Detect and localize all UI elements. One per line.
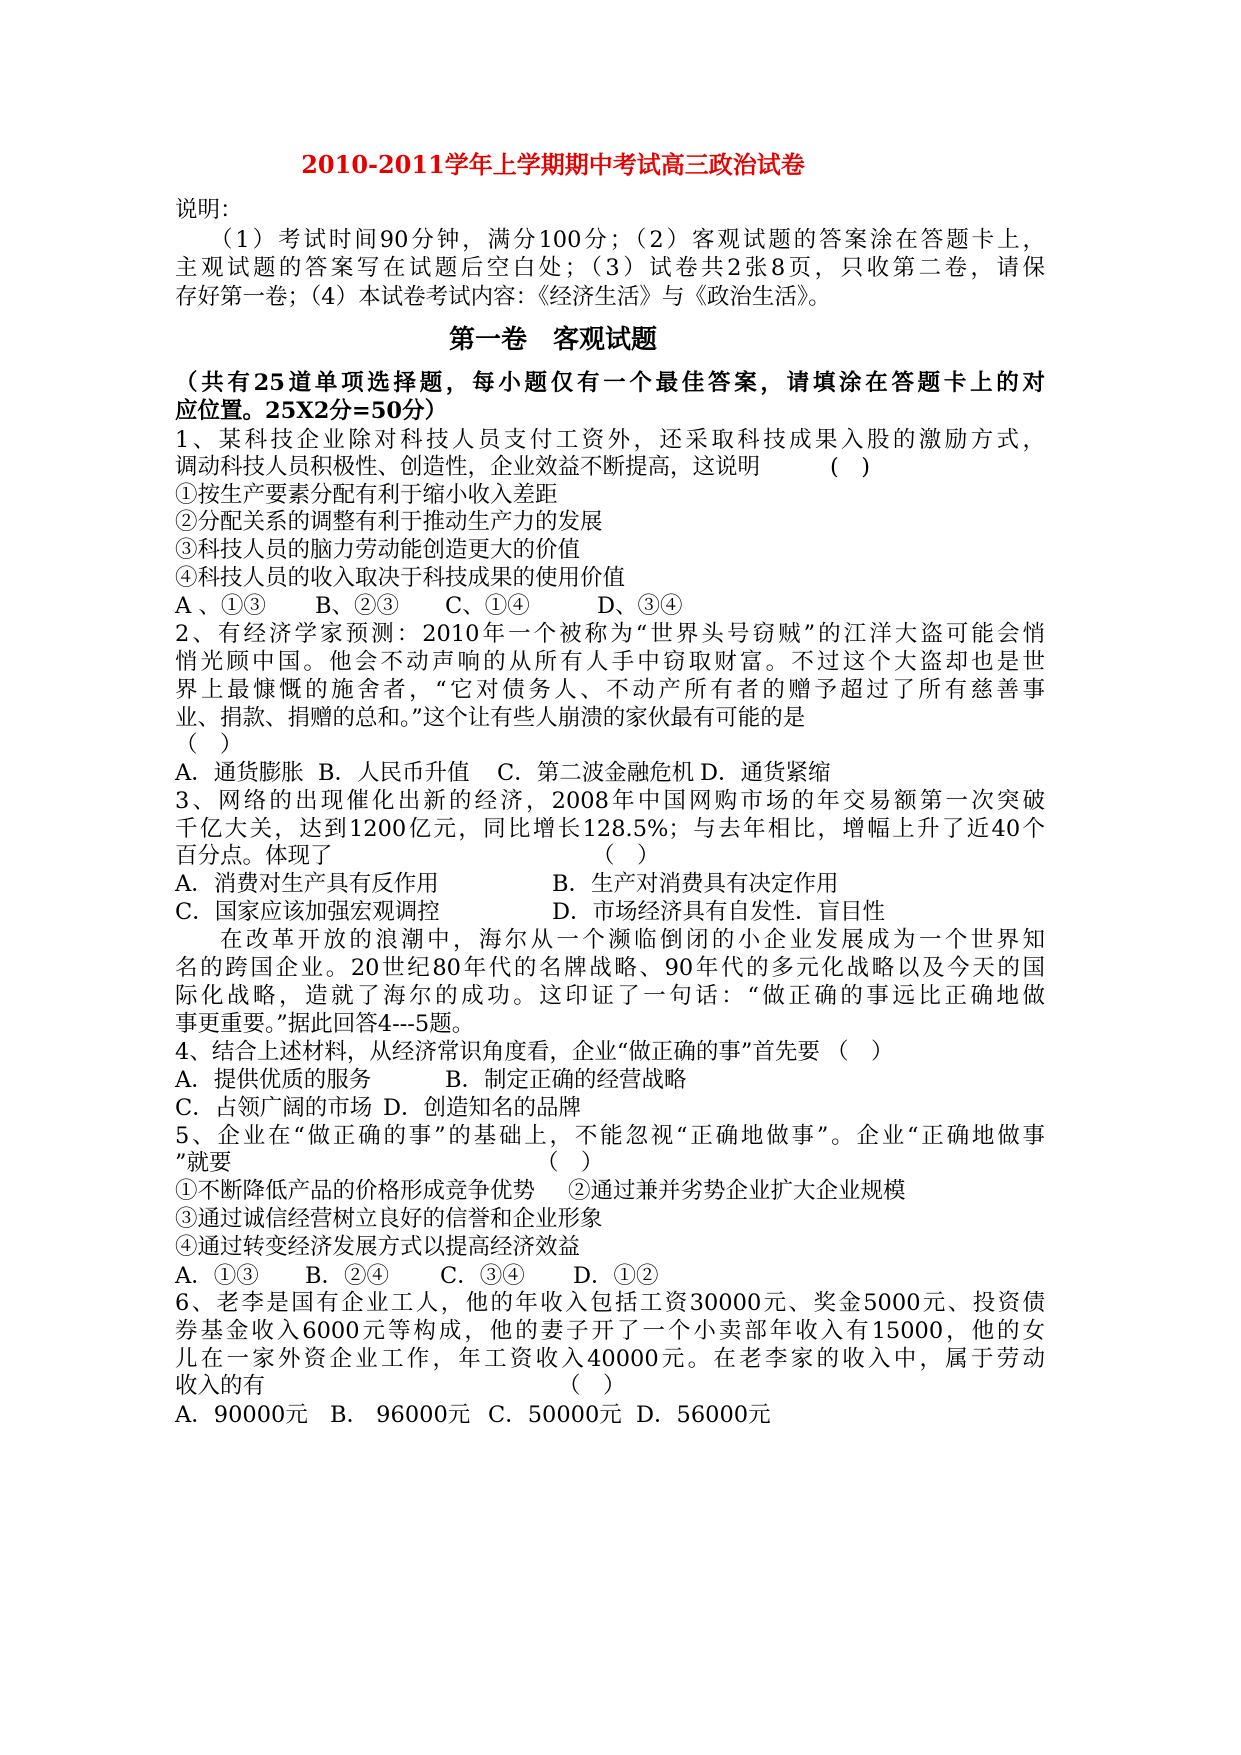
question-6-stem-line: 券基金收入6000元等构成，他的妻子开了一个小卖部年收入有15000，他的女	[175, 1318, 1045, 1344]
question-2-answer-bracket: （ ）	[175, 732, 243, 758]
question-1-option-b: B、②③	[315, 593, 400, 619]
passage-line: 名的跨国企业。20世纪80年代的名牌战略、90年代的多元化战略以及今天的国	[175, 955, 1045, 981]
question-6-stem-line: 收入的有	[175, 1373, 266, 1399]
instructions-line: 存好第一卷；（4）本试卷考试内容：《经济生活》与《政治生活》。	[175, 284, 831, 310]
question-2-option-b: B．人民币升值	[318, 760, 470, 786]
question-1-answer-bracket: ( )	[830, 454, 871, 480]
question-1-option-d: D、③④	[597, 593, 683, 619]
question-5-statement: ②通过兼并劣势企业扩大企业规模	[568, 1178, 906, 1204]
instructions-line: （1）考试时间90分钟，满分100分；（2）客观试题的答案涂在答题卡上，	[210, 227, 1045, 253]
passage-line: 际化战略，造就了海尔的成功。这印证了一句话：“做正确的事远比正确地做	[175, 983, 1045, 1009]
question-5-statement: ④通过转变经济发展方式以提高经济效益	[175, 1234, 581, 1260]
question-1-statement: ①按生产要素分配有利于缩小收入差距	[175, 482, 558, 508]
question-6-option-a: A．90000元	[175, 1402, 308, 1428]
question-3-option-a: A．消费对生产具有反作用	[175, 871, 439, 897]
question-5-option-d: D．①②	[573, 1263, 659, 1289]
question-5-stem-line: ”就要	[175, 1150, 232, 1176]
question-4-option-d: D．创造知名的品牌	[383, 1095, 582, 1121]
question-5-answer-bracket: （ ）	[536, 1150, 604, 1176]
instructions-label: 说明：	[175, 197, 243, 223]
question-5-statement: ①不断降低产品的价格形成竞争优势	[175, 1178, 536, 1204]
question-3-stem-line: 千亿大关，达到1200亿元，同比增长128.5%；与去年相比，增幅上升了近40个	[175, 816, 1045, 842]
question-5-option-b: B．②④	[305, 1263, 390, 1289]
question-6-answer-bracket: （ ）	[558, 1373, 626, 1399]
question-6-option-b: B． 96000元	[330, 1402, 471, 1428]
question-3-answer-bracket: （ ）	[592, 843, 660, 869]
question-4-option-b: B．制定正确的经营战略	[445, 1067, 687, 1093]
section-note-line: （共有25道单项选择题，每小题仅有一个最佳答案，请填涂在答题卡上的对	[175, 370, 1045, 396]
question-2-stem-line: 业、捐款、捐赠的总和。”这个让有些人崩溃的家伙最有可能的是	[175, 705, 806, 731]
question-2-stem-line: 悄光顾中国。他会不动声响的从所有人手中窃取财富。不过这个大盗却也是世	[175, 649, 1045, 675]
question-3-option-d: D．市场经济具有自发性．盲目性	[552, 899, 886, 925]
section-heading: 第一卷 客观试题	[448, 325, 657, 355]
question-3-option-b: B．生产对消费具有决定作用	[552, 871, 839, 897]
instructions-line: 主观试题的答案写在试题后空白处；（3）试卷共2张8页，只收第二卷，请保	[175, 255, 1045, 281]
question-5-option-a: A．①③	[175, 1263, 259, 1289]
question-2-option-d: D．通货紧缩	[700, 760, 831, 786]
question-4-answer-bracket: （ ）	[826, 1039, 894, 1065]
question-1-statement: ④科技人员的收入取决于科技成果的使用价值	[175, 565, 626, 591]
question-5-statement: ③通过诚信经营树立良好的信誉和企业形象	[175, 1206, 603, 1232]
question-5-stem-line: 5、企业在“做正确的事”的基础上，不能忽视“正确地做事”。企业“正确地做事	[175, 1123, 1045, 1149]
question-2-stem-line: 2、有经济学家预测：2010年一个被称为“世界头号窃贼”的江洋大盗可能会悄	[175, 621, 1045, 647]
question-3-stem-line: 百分点。体现了	[175, 843, 333, 869]
question-1-stem-line: 调动科技人员积极性、创造性，企业效益不断提高，这说明	[175, 454, 761, 480]
question-1-stem-line: 1、某科技企业除对科技人员支付工资外，还采取科技成果入股的激励方式，	[175, 427, 1045, 453]
question-6-option-d: D．56000元	[636, 1402, 771, 1428]
question-1-statement: ③科技人员的脑力劳动能创造更大的价值	[175, 537, 581, 563]
question-4-option-c: C．占领广阔的市场	[175, 1095, 373, 1121]
question-4-option-a: A．提供优质的服务	[175, 1067, 372, 1093]
passage-line: 在改革开放的浪潮中，海尔从一个濒临倒闭的小企业发展成为一个世界知	[220, 927, 1045, 953]
question-3-option-c: C．国家应该加强宏观调控	[175, 899, 440, 925]
question-1-statement: ②分配关系的调整有利于推动生产力的发展	[175, 509, 603, 535]
section-note-line: 应位置。25X2分=50分）	[175, 398, 448, 424]
question-2-option-c: C．第二波金融危机	[497, 760, 695, 786]
question-6-option-c: C．50000元	[488, 1402, 622, 1428]
question-1-option-c: C、①④	[445, 593, 530, 619]
question-2-stem-line: 界上最慷慨的施舍者，“它对债务人、不动产所有者的赠予超过了所有慈善事	[175, 677, 1045, 703]
question-3-stem-line: 3、网络的出现催化出新的经济，2008年中国网购市场的年交易额第一次突破	[175, 788, 1045, 814]
question-1-option-a: A 、①③	[175, 593, 266, 619]
question-2-option-a: A．通货膨胀	[175, 760, 304, 786]
page-title: 2010-2011学年上学期期中考试高三政治试卷	[301, 150, 805, 179]
question-4-stem-line: 4、结合上述材料，从经济常识角度看，企业“做正确的事”首先要	[175, 1039, 820, 1065]
passage-line: 事更重要。”据此回答4---5题。	[175, 1011, 475, 1037]
question-6-stem-line: 6、老李是国有企业工人，他的年收入包括工资30000元、奖金5000元、投资债	[175, 1290, 1045, 1316]
question-5-option-c: C．③④	[440, 1263, 525, 1289]
question-6-stem-line: 儿在一家外资企业工作，年工资收入40000元。在老李家的收入中，属于劳动	[175, 1346, 1045, 1372]
